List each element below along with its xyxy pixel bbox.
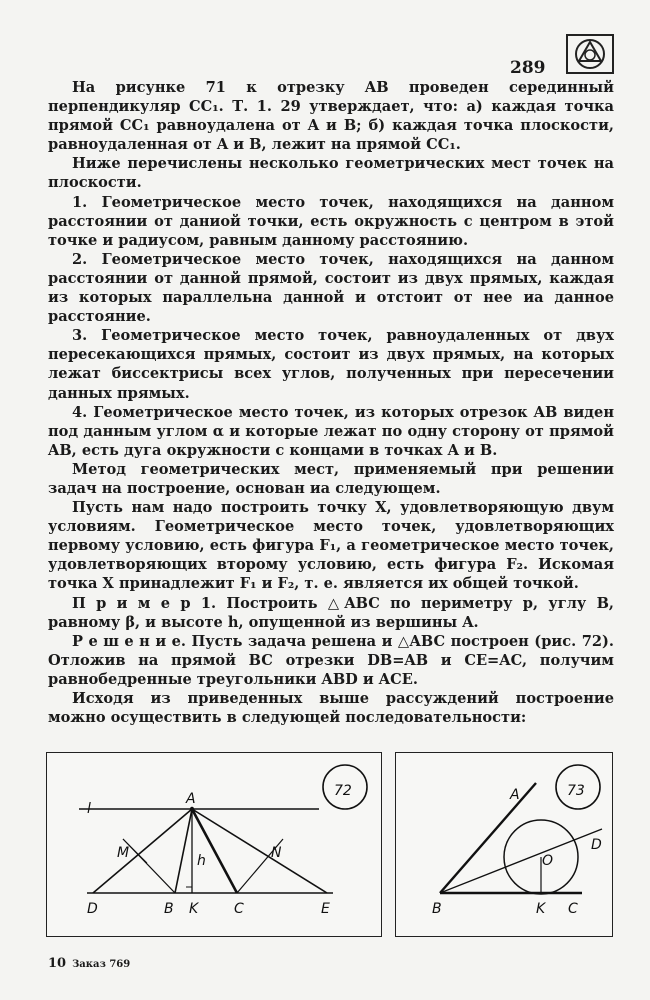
label-a: A xyxy=(510,787,520,803)
ray-ba xyxy=(440,783,536,893)
paragraph-locus-4: 4. Геометрическое место точек, из которых отрезок AB виден под данным углом α и которые лежат по одну сторону от прямой AB, есть дуга окружности с концами в точках A и B. xyxy=(48,403,614,459)
figure-number: 72 xyxy=(334,783,352,799)
footer xyxy=(48,956,130,971)
paragraph-point-x: Пусть нам надо построить точку X, удовлетворяющую двум условиям. Геометрическое место точек, удовлетворяющих первому условию, есть фигура F₁, а геометрическое место точек, удовлетворяющих второму условию, есть фигура F₂. Искомая точка X принадлежит F₁ и F₂, т. е. является их общей точкой. xyxy=(48,499,614,593)
label-c: C xyxy=(568,901,578,917)
circle-triangle-seal-icon xyxy=(566,34,614,74)
label-k: K xyxy=(536,901,546,917)
figure-73 xyxy=(395,752,613,937)
paragraph-sequence: Исходя из приведенных выше рассуждений построение можно осуществить в следующей последовательности: xyxy=(48,690,614,727)
body-text xyxy=(48,78,614,727)
paragraph-method: Метод геометрических мест, применяемый при решении задач на построение, основан иа следующем. xyxy=(48,460,614,497)
label-b: B xyxy=(432,901,442,917)
label-d: D xyxy=(591,837,602,853)
label-h: h xyxy=(197,853,206,869)
page-number: 289 xyxy=(510,58,546,78)
paragraph-locus-1: 1. Геометрическое место точек, находящихся на данном расстоянии от даниой точки, есть окружность с центром в этой точке и радиусом, равным данному расстоянию. xyxy=(48,193,614,249)
segment-ac xyxy=(192,809,237,893)
order-number: Заказ 769 xyxy=(72,959,131,970)
paragraph-example-1: П р и м е р 1. Построить △ABC по периметру p, углу B, равному β, и высоте h, опущенной из вершины A. xyxy=(48,594,614,631)
paragraph-intro: На рисунке 71 к отрезку AB проведен серединный перпендикуляр CC₁. Т. 1. 29 утверждает, что: а) каждая точка прямой CC₁ равноудалена от A и B; б) каждая точка плоскости, равноудаленная от A и B, лежит на прямой CC₁. xyxy=(48,79,614,154)
label-o: O xyxy=(542,853,554,869)
paragraph-solution: Р е ш е н и е. Пусть задача решена и △ABC построен (рис. 72). Отложив на прямой BC отрезки DB=AB и CE=AC, получим равнобедренные треугольники ABD и ACE. xyxy=(48,632,614,688)
label-b: B xyxy=(164,901,174,917)
sheet-number: 10 xyxy=(48,956,67,971)
paragraph-locus-3: 3. Геометрическое место точек, равноудаленных от двух пересекающихся прямых, состоит из двух прямых, на которых лежат биссектрисы всех углов, полученных при пересечении данных прямых. xyxy=(48,327,614,402)
label-n: N xyxy=(271,845,282,861)
paragraph-locus-2: 2. Геометрическое место точек, находящихся на данном расстоянии от данной прямой, состоит из двух прямых, каждая из которых параллельна данной и отстоит от нее иа данное расстояние. xyxy=(48,250,614,326)
label-e: E xyxy=(321,901,330,917)
label-k: K xyxy=(189,901,199,917)
label-m: M xyxy=(117,845,130,861)
label-a: A xyxy=(186,791,196,807)
label-d: D xyxy=(87,901,98,917)
figure-number: 73 xyxy=(567,783,585,799)
label-l: l xyxy=(87,801,91,817)
label-c: C xyxy=(234,901,244,917)
paragraph-list-intro: Ниже перечислены несколько геометрических мест точек на плоскости. xyxy=(48,155,614,192)
figure-72 xyxy=(46,752,382,937)
segment-ae xyxy=(192,809,327,893)
